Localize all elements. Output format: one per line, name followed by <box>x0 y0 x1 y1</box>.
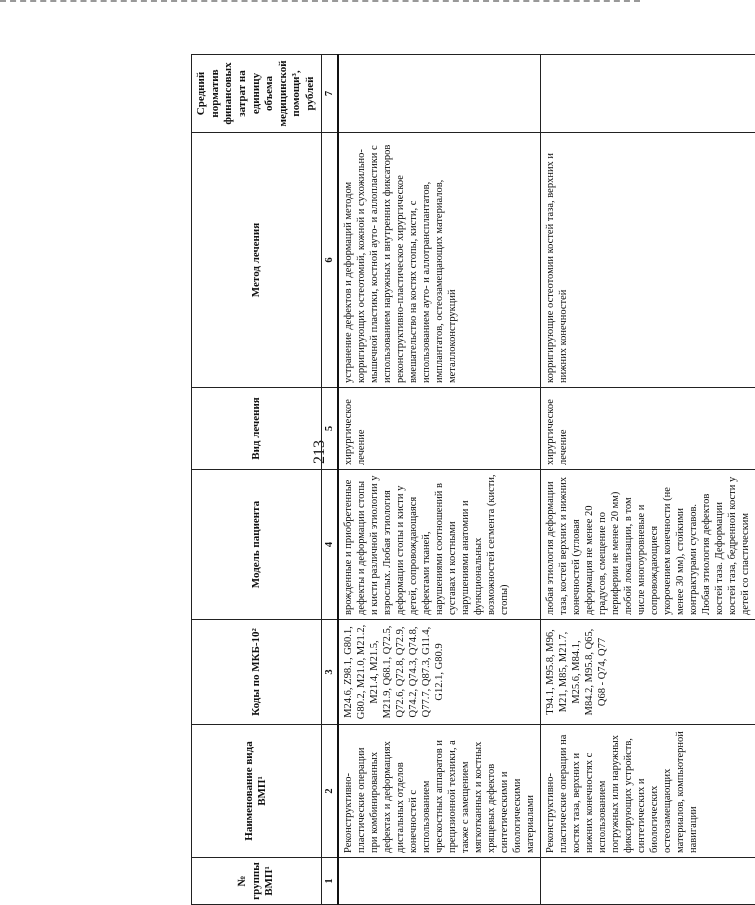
column-number: 6 <box>321 133 338 388</box>
table-header-row <box>192 55 322 905</box>
row-treatment-type: хирургическое лечение <box>338 388 541 470</box>
table-row <box>338 55 541 905</box>
column-number: 5 <box>321 388 338 470</box>
header-patient-model: Модель пациента <box>192 470 322 620</box>
page-number: 213 <box>311 440 328 464</box>
row-treatment-method: корригирующие остеотомии костей таза, верхних и нижних конечностей <box>540 133 755 388</box>
row-average-cost <box>540 55 755 133</box>
row-group-cell <box>540 858 755 905</box>
top-dashed-rule <box>0 0 640 6</box>
row-icd-codes: M24.6, Z98.1, G80.1, G80.2, M21.0, M21.2, M21.4, M21.5, M21.9, Q68.1, Q72.5, Q72.6, Q72.8, Q72.9, Q74.2, Q74.3, Q74.8, Q77.7, Q87.3, G11.4, G12.1, G80.9 <box>338 620 541 725</box>
header-treatment-method: Метод лечения <box>192 133 322 388</box>
header-vmp-name: Наименование вида ВМП¹ <box>192 725 322 858</box>
header-icd-codes: Коды по МКБ-10² <box>192 620 322 725</box>
header-average-cost: Средний норматив финансовых затрат на единицу объема медицинской помощи³, рублей <box>192 55 322 133</box>
column-number: 4 <box>321 470 338 620</box>
table-row <box>540 55 755 905</box>
row-group-cell <box>338 858 541 905</box>
column-number: 1 <box>321 858 338 905</box>
column-number: 2 <box>321 725 338 858</box>
column-number: 7 <box>321 55 338 133</box>
column-number: 3 <box>321 620 338 725</box>
row-icd-codes: T94.1, M95.8, M96, M21, M85, M21.7, M25.6, M84.1, M84.2, M95.8, Q65, Q68 - Q74, Q77 <box>540 620 755 725</box>
row-treatment-method: устранение дефектов и деформаций методом корригирующих остеотомий, кожной и сухожильно-мышечной пластики, костной ауто- и аллопластики с использованием наружных и внутренних фиксаторов реконструктивно-пластическое хирургическое вмешательство на костях стопы, кисти, с использованием ауто- и аллотрансплантатов, имплантатов, остеозамещающих материалов, металлоконструкций <box>338 133 541 388</box>
row-vmp-name: Реконструктивно-пластические операции на костях таза, верхних и нижних конечностях с использованием погружных или наружных фиксирующих устройств, синтетических и биологических остеозамещающих материалов, компьютерной навигации <box>540 725 755 858</box>
column-number-row <box>321 55 338 905</box>
row-vmp-name: Реконструктивно-пластические операции при комбинированных дефектах и деформациях дистальных отделов конечностей с использованием чрескостных аппаратов и прецизионной техники, а также с замещением мягкотканных и костных хрящевых дефектов синтетическими и биологическими материалами <box>338 725 541 858</box>
header-treatment-type: Вид лечения <box>192 388 322 470</box>
rotated-table-page <box>0 55 752 905</box>
vmp-table <box>191 54 755 905</box>
row-treatment-type: хирургическое лечение <box>540 388 755 470</box>
row-patient-model: любая этиология деформации таза, костей верхних и нижних конечностей (угловая деформация не менее 20 градусов, смещение по периферии не менее 20 мм) любой локализации, в том числе многоуровневые и сопровождающиеся укорочением конечности (не менее 30 мм), стойкими контрактурами суставов. Любая этиология дефектов костей таза. Деформации костей таза, бедренной кости у детей со спастическим <box>540 470 755 620</box>
row-average-cost <box>338 55 541 133</box>
header-group-number: № группы ВМП¹ <box>192 858 322 905</box>
row-patient-model: врожденные и приобретенные дефекты и деформации стопы и кисти различной этиологии у взрослых. Любая этиология деформации стопы и кисти у детей, сопровождающаяся дефектами тканей, нарушениями соотношений в суставах и костными нарушениями анатомии и функциональных возможностей сегмента (кисти, стопы) <box>338 470 541 620</box>
